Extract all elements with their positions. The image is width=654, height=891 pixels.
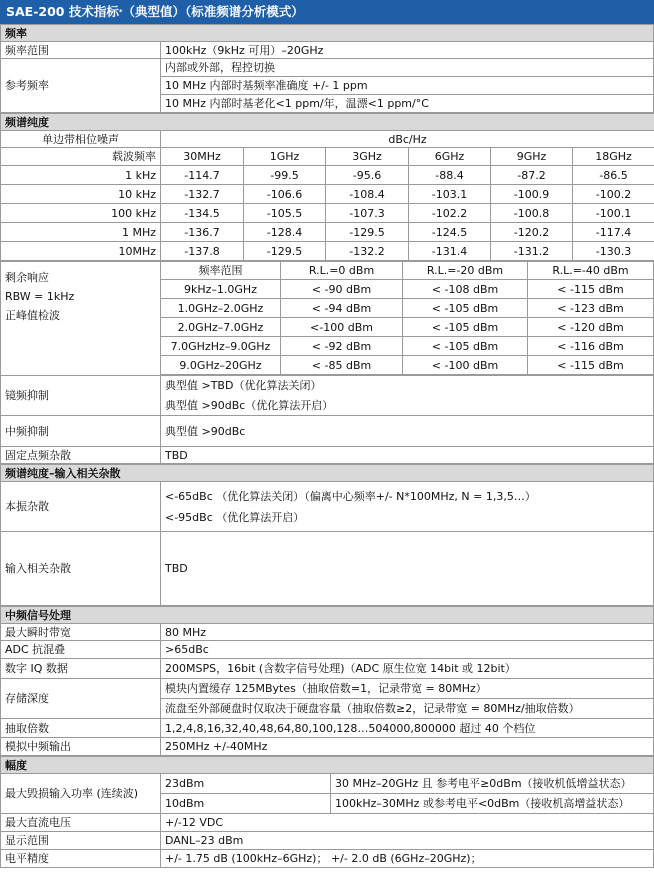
decimation-value: 1,2,4,8,16,32,40,48,64,80,100,128…504000,800000 超过 40 个档位 <box>161 719 654 738</box>
residual-label-line: RBW = 1kHz <box>5 290 75 303</box>
residual-value: < -105 dBm <box>403 318 528 337</box>
carrier-col-header: 9GHz <box>491 148 573 166</box>
residual-table <box>0 261 654 375</box>
analog-if-label: 模拟中频输出 <box>1 738 161 756</box>
phase-noise-value: -136.7 <box>161 223 244 242</box>
residual-value: < -115 dBm <box>528 356 654 375</box>
phase-noise-value: -128.4 <box>244 223 326 242</box>
residual-value: < -94 dBm <box>281 299 403 318</box>
ref-freq-line: 内部或外部，程控切换 <box>161 59 654 77</box>
residual-value: < -85 dBm <box>281 356 403 375</box>
residual-value: < -90 dBm <box>281 280 403 299</box>
ref-freq-label: 参考频率 <box>1 59 161 113</box>
residual-col-header: 频率范围 <box>161 262 281 280</box>
phase-noise-value: -134.5 <box>161 204 244 223</box>
phase-noise-value: -108.4 <box>326 185 409 204</box>
carrier-col-header: 1GHz <box>244 148 326 166</box>
residual-value: < -105 dBm <box>403 299 528 318</box>
phase-noise-row <box>1 166 654 185</box>
offset-freq: 1 kHz <box>1 166 161 185</box>
residual-value: < -120 dBm <box>528 318 654 337</box>
ifp-value: >65dBc <box>161 641 654 659</box>
phase-noise-value: -87.2 <box>491 166 573 185</box>
image-rejection-line: 典型值 >TBD（优化算法关闭） <box>161 376 654 396</box>
lo-spur-line: <-95dBc （优化算法开启） <box>165 510 305 524</box>
phase-noise-value: -124.5 <box>409 223 491 242</box>
offset-freq: 10MHz <box>1 242 161 261</box>
phase-noise-value: -100.2 <box>573 185 654 204</box>
phase-noise-row <box>1 204 654 223</box>
phase-noise-row <box>1 223 654 242</box>
phase-noise-value: -95.6 <box>326 166 409 185</box>
if-rejection-label: 中频抑制 <box>1 416 161 447</box>
carrier-freq-label: 载波频率 <box>1 148 161 166</box>
phase-noise-value: -114.7 <box>161 166 244 185</box>
residual-value: <-100 dBm <box>281 318 403 337</box>
page-title <box>0 0 654 24</box>
phase-noise-value: -120.2 <box>491 223 573 242</box>
freq-table <box>0 24 654 113</box>
carrier-col-header: 3GHz <box>326 148 409 166</box>
ifp-label: 数字 IQ 数据 <box>1 659 161 679</box>
phase-noise-value: -129.5 <box>244 242 326 261</box>
phase-noise-value: -105.5 <box>244 204 326 223</box>
residual-range: 2.0GHz–7.0GHz <box>161 318 281 337</box>
phase-noise-value: -131.2 <box>491 242 573 261</box>
analog-if-value: 250MHz +/-40MHz <box>161 738 654 756</box>
residual-value: < -115 dBm <box>528 280 654 299</box>
title-text: SAE-200 技术指标 <box>6 4 119 19</box>
phase-noise-value: -107.3 <box>326 204 409 223</box>
fixed-spur-value: TBD <box>161 447 654 464</box>
lo-spur-line: <-65dBc （优化算法关闭）（偏离中心频率+/- N*100MHz, N = 1,3,5…） <box>165 489 536 503</box>
max-dc-label: 最大直流电压 <box>1 814 161 832</box>
max-input-value: 10dBm <box>161 794 331 814</box>
phase-noise-value: -100.8 <box>491 204 573 223</box>
phase-noise-value: -131.4 <box>409 242 491 261</box>
max-input-label: 最大毁损输入功率 (连续波) <box>1 774 161 814</box>
residual-range: 9kHz–1.0GHz <box>161 280 281 299</box>
ref-freq-line: 10 MHz 内部时基老化<1 ppm/年，温漂<1 ppm/°C <box>161 95 654 113</box>
level-accuracy-label: 电平精度 <box>1 850 161 868</box>
section-heading-freq: 频率 <box>1 25 654 42</box>
input-related-spur-value: TBD <box>161 532 654 606</box>
lo-spur-value <box>161 482 654 532</box>
if-rejection-value: 典型值 >90dBc <box>161 416 654 447</box>
phase-noise-value: -130.3 <box>573 242 654 261</box>
ifp-label: ADC 抗混叠 <box>1 641 161 659</box>
image-rejection-label: 镜频抑制 <box>1 376 161 416</box>
residual-range: 9.0GHz–20GHz <box>161 356 281 375</box>
phase-noise-value: -102.2 <box>409 204 491 223</box>
phase-noise-row <box>1 242 654 261</box>
carrier-col-header: 30MHz <box>161 148 244 166</box>
storage-depth-line: 模块内置缓存 125MBytes（抽取倍数=1，记录带宽 = 80MHz） <box>161 679 654 699</box>
storage-depth-line: 流盘至外部硬盘时仅取决于硬盘容量（抽取倍数≥2，记录带宽 = 80MHz/抽取倍数） <box>161 699 654 719</box>
fixed-spur-label: 固定点频杂散 <box>1 447 161 464</box>
residual-value: < -108 dBm <box>403 280 528 299</box>
section-heading-amp: 幅度 <box>1 757 654 774</box>
title-mark: * <box>118 8 123 16</box>
residual-range: 1.0GHz–2.0GHz <box>161 299 281 318</box>
phase-noise-value: -100.1 <box>573 204 654 223</box>
ssb-phase-noise-label: 单边带相位噪声 <box>1 131 161 148</box>
lo-spur-label: 本振杂散 <box>1 482 161 532</box>
offset-freq: 1 MHz <box>1 223 161 242</box>
phase-noise-value: -129.5 <box>326 223 409 242</box>
residual-label-line: 剩余响应 <box>5 271 49 284</box>
residual-range: 7.0GHzHz–9.0GHz <box>161 337 281 356</box>
residual-col-header: R.L.=-40 dBm <box>528 262 654 280</box>
offset-freq: 100 kHz <box>1 204 161 223</box>
input-related-spur-label: 输入相关杂散 <box>1 532 161 606</box>
image-rejection-line: 典型值 >90dBc（优化算法开启） <box>161 396 654 416</box>
display-range-value: DANL–23 dBm <box>161 832 654 850</box>
freq-range-label: 频率范围 <box>1 42 161 59</box>
residual-value: < -116 dBm <box>528 337 654 356</box>
if-processing-table <box>0 606 654 756</box>
title-suffix: （典型值）（标准频谱分析模式） <box>122 4 304 19</box>
phase-noise-value: -106.6 <box>244 185 326 204</box>
residual-value: < -92 dBm <box>281 337 403 356</box>
amplitude-table <box>0 756 654 868</box>
phase-noise-value: -132.7 <box>161 185 244 204</box>
max-input-value: 23dBm <box>161 774 331 794</box>
ref-freq-line: 10 MHz 内部时基频率准确度 +/- 1 ppm <box>161 77 654 95</box>
level-accuracy-value: +/- 1.75 dB (100kHz–6GHz)； +/- 2.0 dB (6GHz–20GHz)； <box>161 850 654 868</box>
freq-range-value: 100kHz（9kHz 可用）–20GHz <box>161 42 654 59</box>
offset-freq: 10 kHz <box>1 185 161 204</box>
phase-noise-value: -103.1 <box>409 185 491 204</box>
phase-noise-value: -117.4 <box>573 223 654 242</box>
display-range-label: 显示范围 <box>1 832 161 850</box>
residual-label-line: 正峰值检波 <box>5 309 60 322</box>
rejection-table <box>0 375 654 464</box>
phase-noise-value: -99.5 <box>244 166 326 185</box>
phase-noise-row <box>1 185 654 204</box>
ifp-value: 200MSPS，16bit (含数字信号处理)（ADC 原生位宽 14bit 或 12bit） <box>161 659 654 679</box>
phase-noise-value: -86.5 <box>573 166 654 185</box>
residual-value: < -123 dBm <box>528 299 654 318</box>
ifp-label: 最大瞬时带宽 <box>1 624 161 641</box>
residual-value: < -105 dBm <box>403 337 528 356</box>
residual-value: < -100 dBm <box>403 356 528 375</box>
section-heading-purity: 频谱纯度 <box>1 114 654 131</box>
input-spur-table <box>0 464 654 606</box>
section-heading-input: 频谱纯度–输入相关杂散 <box>1 465 654 482</box>
phase-noise-table <box>0 113 654 261</box>
section-heading-ifp: 中频信号处理 <box>1 607 654 624</box>
phase-noise-value: -88.4 <box>409 166 491 185</box>
ifp-value: 80 MHz <box>161 624 654 641</box>
phase-noise-value: -137.8 <box>161 242 244 261</box>
carrier-col-header: 6GHz <box>409 148 491 166</box>
residual-label <box>1 262 161 375</box>
storage-depth-label: 存储深度 <box>1 679 161 719</box>
phase-noise-unit: dBc/Hz <box>161 131 654 148</box>
max-dc-value: +/-12 VDC <box>161 814 654 832</box>
decimation-label: 抽取倍数 <box>1 719 161 738</box>
phase-noise-value: -132.2 <box>326 242 409 261</box>
max-input-condition: 100kHz–30MHz 或参考电平<0dBm（接收机高增益状态） <box>331 794 654 814</box>
carrier-col-header: 18GHz <box>573 148 654 166</box>
max-input-condition: 30 MHz–20GHz 且 参考电平≥0dBm（接收机低增益状态） <box>331 774 654 794</box>
phase-noise-value: -100.9 <box>491 185 573 204</box>
residual-col-header: R.L.=0 dBm <box>281 262 403 280</box>
residual-col-header: R.L.=-20 dBm <box>403 262 528 280</box>
